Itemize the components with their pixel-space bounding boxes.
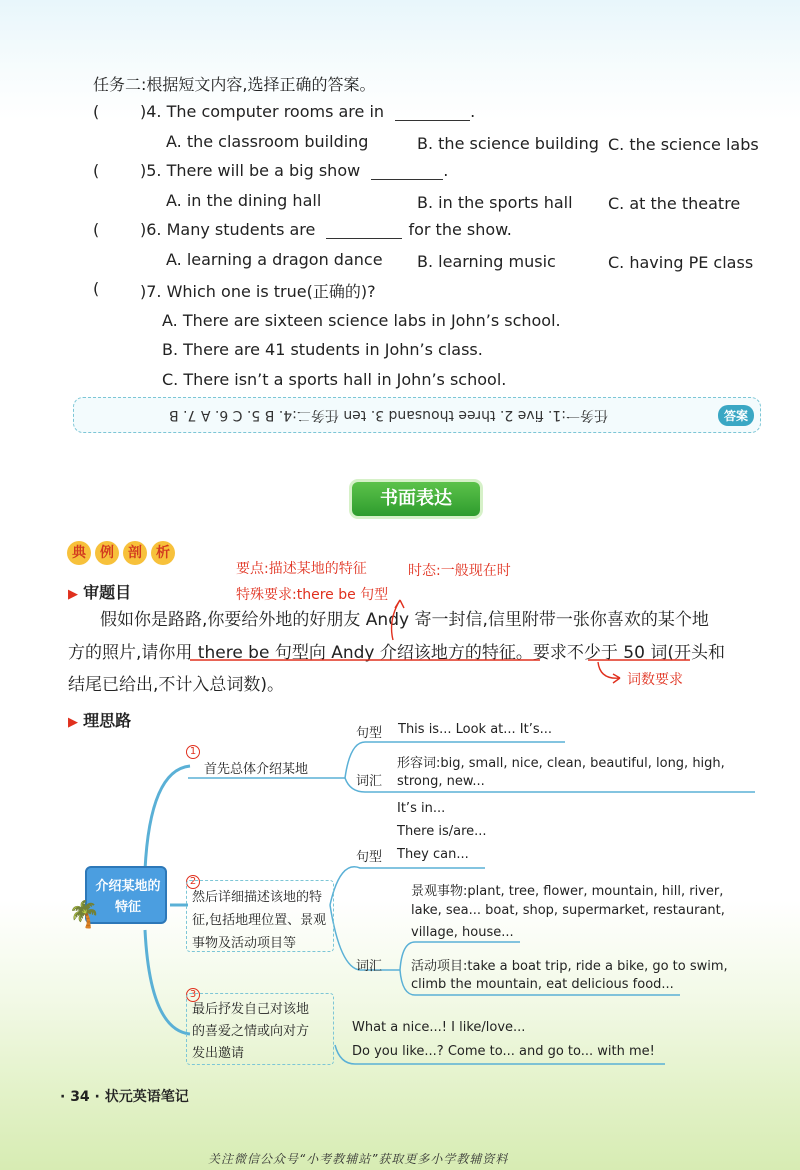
step-1-text: 首先总体介绍某地 bbox=[204, 762, 309, 777]
step-2-number: 2 bbox=[186, 875, 200, 889]
b2-vocab-5: climb the mountain, eat delicious food... bbox=[411, 977, 674, 992]
b2-vocab-1: 景观事物:plant, tree, flower, mountain, hill, river, bbox=[411, 884, 724, 899]
q7-option-b[interactable]: B. There are 41 students in John’s class. bbox=[162, 340, 483, 359]
note-special: 特殊要求:there be 句型 bbox=[236, 587, 389, 603]
q5-paren: ( bbox=[93, 161, 100, 180]
b1-juxing-label: 句型 bbox=[356, 726, 383, 741]
triangle-bullet-icon: ▶ bbox=[68, 715, 78, 730]
b1-cihui-label: 词汇 bbox=[356, 774, 383, 789]
shentimu-heading: 审题目 bbox=[83, 583, 132, 602]
step-2-line-3: 事物及活动项目等 bbox=[192, 936, 297, 951]
q4-stem-text: )4. The computer rooms are in bbox=[140, 102, 385, 121]
page-number-wrap bbox=[60, 1086, 189, 1106]
q7-paren: ( bbox=[93, 279, 100, 298]
footer-notice: 关注微信公众号“小考教辅站”获取更多小学教辅资料 bbox=[208, 1152, 509, 1166]
q4-paren: ( bbox=[93, 102, 100, 121]
note-word-count: 词数要求 bbox=[627, 672, 683, 688]
step-3-line-1: 最后抒发自己对该地 bbox=[192, 1002, 310, 1017]
q4-end: . bbox=[470, 102, 476, 121]
step-2-line-1: 然后详细描述该地的特 bbox=[192, 890, 323, 905]
branch-3 bbox=[145, 930, 190, 1034]
prompt-line-2: 方的照片,请你用 there be 句型向 Andy 介绍该地方的特征。要求不少于 50 词(开头和 bbox=[68, 643, 725, 663]
q5-option-c[interactable]: C. at the theatre bbox=[608, 194, 741, 213]
b2-sentence-3: They can... bbox=[397, 847, 469, 862]
task2-title: 任务二:根据短文内容,选择正确的答案。 bbox=[93, 75, 376, 94]
section-title: 书面表达 bbox=[352, 482, 480, 516]
b1-vocab-2: strong, new... bbox=[397, 774, 485, 789]
step-3-box bbox=[186, 993, 334, 1065]
note-keypoint: 要点:描述某地的特征 bbox=[236, 561, 367, 577]
b2-vocab-2: lake, sea... boat, shop, supermarket, restaurant, bbox=[411, 903, 725, 918]
branch-1 bbox=[145, 766, 190, 870]
page-number: · 34 · bbox=[60, 1089, 100, 1105]
q4-option-b[interactable]: B. the science building bbox=[417, 134, 599, 153]
q5-option-b[interactable]: B. in the sports hall bbox=[417, 193, 573, 212]
b1-sentence: This is... Look at... It’s... bbox=[398, 722, 553, 737]
prompt-line-3: 结尾已给出,不计入总词数)。 bbox=[68, 675, 285, 695]
triangle-bullet-icon: ▶ bbox=[68, 587, 78, 602]
q4-option-a[interactable]: A. the classroom building bbox=[166, 132, 369, 151]
q5-end: . bbox=[443, 161, 449, 180]
q6-stem-text: )6. Many students are bbox=[140, 220, 316, 239]
example-tag-2: 例 bbox=[95, 541, 119, 565]
step-3-number: 3 bbox=[186, 988, 200, 1002]
palm-tree-icon: 🌴 bbox=[68, 900, 101, 930]
b2-sentence-2: There is/are... bbox=[397, 824, 487, 839]
note-arrow-head-icon bbox=[395, 600, 404, 608]
lisilu-heading-wrap bbox=[68, 708, 131, 731]
b3-sentence-1: What a nice...! I like/love... bbox=[352, 1020, 526, 1035]
step-2-box bbox=[186, 880, 334, 952]
answer-tag: 答案 bbox=[718, 405, 754, 426]
q6-option-c[interactable]: C. having PE class bbox=[608, 253, 754, 272]
step-3-line-2: 的喜爱之情或向对方 bbox=[192, 1024, 310, 1039]
step-1-number: 1 bbox=[186, 745, 200, 759]
q5-option-a[interactable]: A. in the dining hall bbox=[166, 191, 322, 210]
mindmap-center-label: 介绍某地的特征 bbox=[95, 879, 161, 915]
b3-sentence-2: Do you like...? Come to... and go to... with me! bbox=[352, 1044, 655, 1059]
q6-option-b[interactable]: B. learning music bbox=[417, 252, 556, 271]
lisilu-heading: 理思路 bbox=[83, 711, 132, 730]
q4-option-c[interactable]: C. the science labs bbox=[608, 135, 759, 154]
prompt-line-1: 假如你是路路,你要给外地的好朋友 Andy 寄一封信,信里附带一张你喜欢的某个地 bbox=[100, 610, 709, 630]
note-tense: 时态:一般现在时 bbox=[408, 563, 511, 579]
q5-stem-text: )5. There will be a big show bbox=[140, 161, 361, 180]
step-2-line-2: 征,包括地理位置、景观 bbox=[192, 913, 327, 928]
book-title: 状元英语笔记 bbox=[104, 1089, 189, 1105]
q7-option-c[interactable]: C. There isn’t a sports hall in John’s school. bbox=[162, 370, 507, 389]
step-3-line-3: 发出邀请 bbox=[192, 1046, 245, 1061]
b2-sentence-1: It’s in... bbox=[397, 801, 446, 816]
q7-option-a[interactable]: A. There are sixteen science labs in John’s school. bbox=[162, 311, 561, 330]
b2-vocab-4: 活动项目:take a boat trip, ride a bike, go to swim, bbox=[411, 959, 728, 974]
b1-vocab-1: 形容词:big, small, nice, clean, beautiful, long, high, bbox=[397, 756, 725, 771]
example-tag-1: 典 bbox=[67, 541, 91, 565]
q7-stem: )7. Which one is true(正确的)? bbox=[140, 282, 376, 301]
example-tag-4: 析 bbox=[151, 541, 175, 565]
q6-end: for the show. bbox=[408, 220, 512, 239]
q6-paren: ( bbox=[93, 220, 100, 239]
example-tag-3: 剖 bbox=[123, 541, 147, 565]
answer-text: 任务一:1. five 2. three thousand 3. ten 任务二:4. B 5. C 6. A 7. B bbox=[169, 407, 608, 423]
b2-vocab-3: village, house... bbox=[411, 925, 514, 940]
b2-cihui-label: 词汇 bbox=[356, 959, 383, 974]
q6-option-a[interactable]: A. learning a dragon dance bbox=[166, 250, 383, 269]
b2-juxing-label: 句型 bbox=[356, 850, 383, 865]
